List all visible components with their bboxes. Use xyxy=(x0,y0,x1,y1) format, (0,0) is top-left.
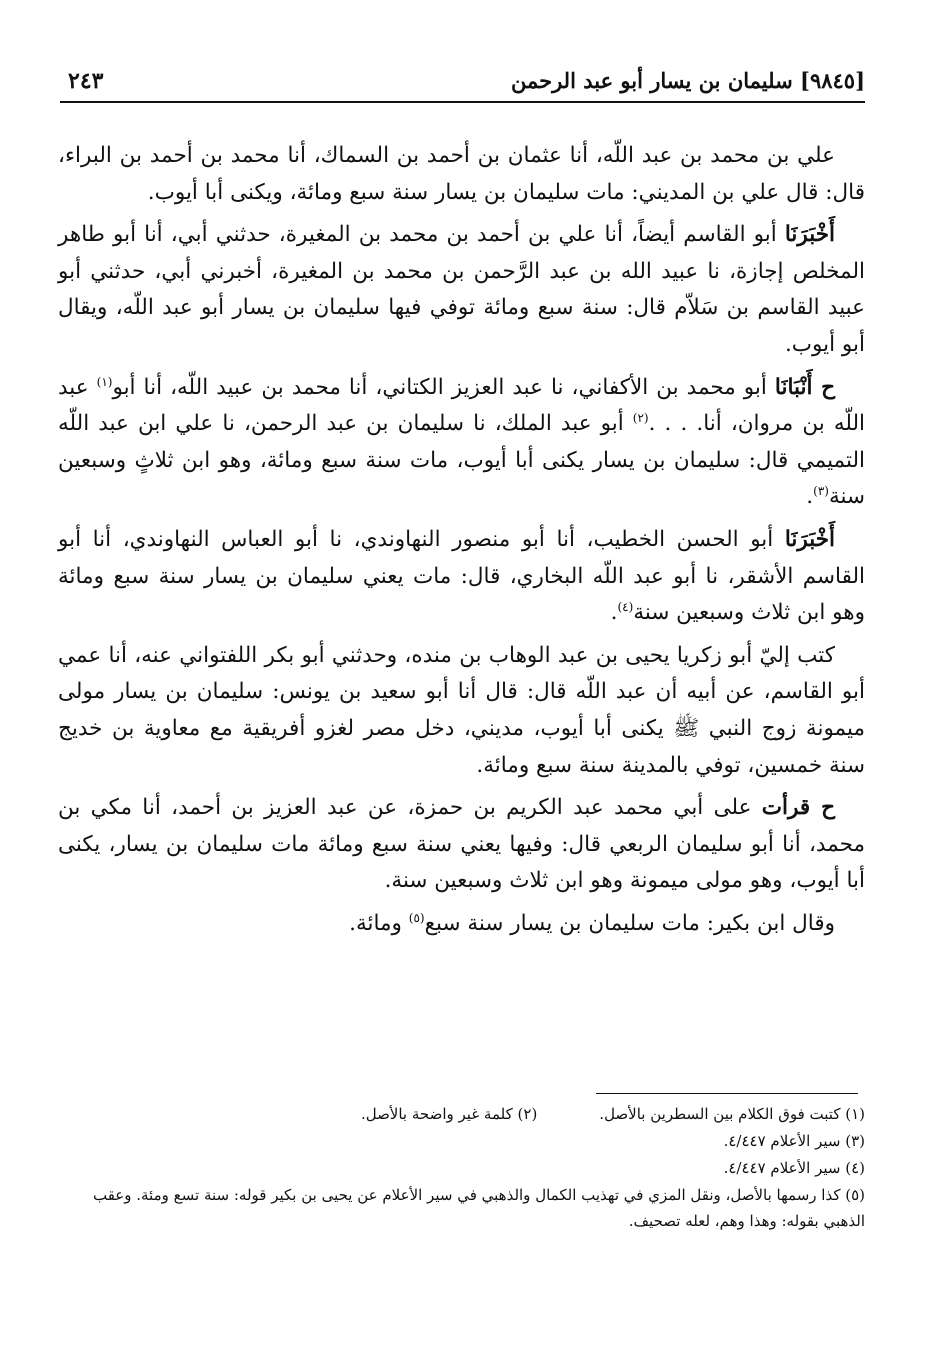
paragraph-3-text-c: أبو عبد الملك، نا سليمان بن عبد الرحمن، نا علي ابن عبد اللّه التميمي قال: سليمان بن يسار يكنى أبا أيوب، مات سنة سبع ومائة، وهو ابن ثلاثٍ وسبعين سنة xyxy=(58,411,865,510)
paragraph-3-lead: ح xyxy=(812,374,835,400)
paragraph-1-text: علي بن محمد بن عبد اللّه، أنا عثمان بن أحمد بن السماك، أنا محمد بن أحمد بن البراء، قال: قال علي بن المديني: مات سليمان بن يسار سنة سبع ومائة، ويكنى أبا أيوب. xyxy=(58,143,865,205)
footnote-2: (٢) كلمة غير واضحة بالأصل. xyxy=(360,1105,538,1123)
header-title: [٩٨٤٥] سليمان بن يسار أبو عبد الرحمن xyxy=(510,68,865,93)
paragraph-4 xyxy=(58,522,865,632)
footnote-ref-3: (٣) xyxy=(813,484,829,499)
footnote-row-1 xyxy=(50,1101,865,1128)
footnote-3: (٣) سير الأعلام ٤/٤٤٧. xyxy=(723,1132,865,1150)
paragraph-2 xyxy=(58,217,865,363)
footnotes xyxy=(50,1101,865,1234)
footnote-5: (٥) كذا رسمها بالأصل، ونقل المزي في تهذيب الكمال والذهبي في سير الأعلام عن يحيى بن بكير قوله: سنة تسع ومئة. وعقب الذهبي بقوله: وهذا وهم، لعله تصحيف. xyxy=(92,1186,865,1230)
paragraph-5 xyxy=(58,638,865,784)
paragraph-7 xyxy=(58,906,865,943)
header-rule xyxy=(60,101,865,103)
paragraph-1 xyxy=(58,138,865,211)
page-number: ٢٤٣ xyxy=(68,68,104,94)
footnote-4: (٤) سير الأعلام ٤/٤٤٧. xyxy=(723,1159,865,1177)
footnote-ref-5: (٥) xyxy=(408,910,425,925)
footnote-rule xyxy=(596,1093,858,1094)
paragraph-4-end: . xyxy=(610,600,618,626)
paragraph-2-text: أبو القاسم أيضاً، أنا علي بن أحمد بن محمد بن المغيرة، حدثني أبي، أنا أبو طاهر المخلص إجازة، نا عبيد الله بن عبد الرَّحمن بن محمد بن المغيرة، أخبرني أبي، حدثني أبو عبيد القاسم بن سَلاّم قال: سنة سبع ومائة توفي فيها سليمان بن يسار أبو عبد اللّه، ويقال أبو أيوب. xyxy=(58,222,865,357)
footnote-ref-4: (٤) xyxy=(617,599,634,614)
paragraph-6-keyword: قرأت xyxy=(761,795,811,821)
running-header xyxy=(60,62,865,96)
paragraph-6 xyxy=(58,790,865,900)
paragraph-3-text-a: أبو محمد بن الأكفاني، نا عبد العزيز الكتاني، أنا محمد بن عبيد اللّه، أنا أبو xyxy=(112,374,775,400)
paragraph-3-end: . xyxy=(806,484,814,510)
paragraph-6-lead: ح xyxy=(810,795,835,821)
paragraph-3-keyword: أَنْبَانَا xyxy=(774,374,813,400)
paragraph-7-text-a: وقال ابن بكير: مات سليمان بن يسار سنة سبع xyxy=(424,910,835,936)
main-text xyxy=(58,138,865,948)
paragraph-3 xyxy=(58,370,865,516)
paragraph-3-text-b: عبد اللّه بن مروان، أنا. . . . xyxy=(58,374,865,437)
paragraph-4-text: أبو الحسن الخطيب، أنا أبو منصور النهاوندي، نا أبو العباس النهاوندي، أنا أبو القاسم الأشقر، نا أبو عبد اللّه البخاري، قال: مات يعني سليمان بن يسار سنة سبع ومائة وهو ابن ثلاث وسبعين سنة xyxy=(58,526,865,626)
footnote-ref-1: (١) xyxy=(96,374,113,389)
paragraph-4-keyword: أَخْبَرَنَا xyxy=(784,526,835,552)
paragraph-5-text: كتب إليّ أبو زكريا يحيى بن عبد الوهاب بن منده، وحدثني أبو بكر اللفتواني عنه، أنا عمي أبو القاسم، عن أبيه أن عبد اللّه قال: قال أنا أبو سعيد بن يونس: سليمان بن يسار مولى ميمونة زوج النبي ﷺ يكنى أبا أيوب، مديني، دخل مصر لغزو أفريقية مع معاوية بن خديج سنة خمسين، توفي بالمدينة سنة سبع ومائة. xyxy=(58,642,865,778)
footnote-1: (١) كتبت فوق الكلام بين السطرين بالأصل. xyxy=(599,1105,865,1123)
paragraph-2-keyword: أَخْبَرَنَا xyxy=(784,222,835,248)
paragraph-7-text-b: ومائة. xyxy=(349,910,409,936)
paragraph-6-text: على أبي محمد عبد الكريم بن حمزة، عن عبد العزيز بن أحمد، أنا مكي بن محمد، أنا أبو سليمان الربعي قال: وفيها يعني سنة سبع ومائة مات سليمان بن يسار، يكنى أبا أيوب، وهو مولى ميمونة وهو ابن ثلاث وسبعين سنة. xyxy=(58,795,865,894)
footnote-ref-2: (٢) xyxy=(632,411,649,425)
